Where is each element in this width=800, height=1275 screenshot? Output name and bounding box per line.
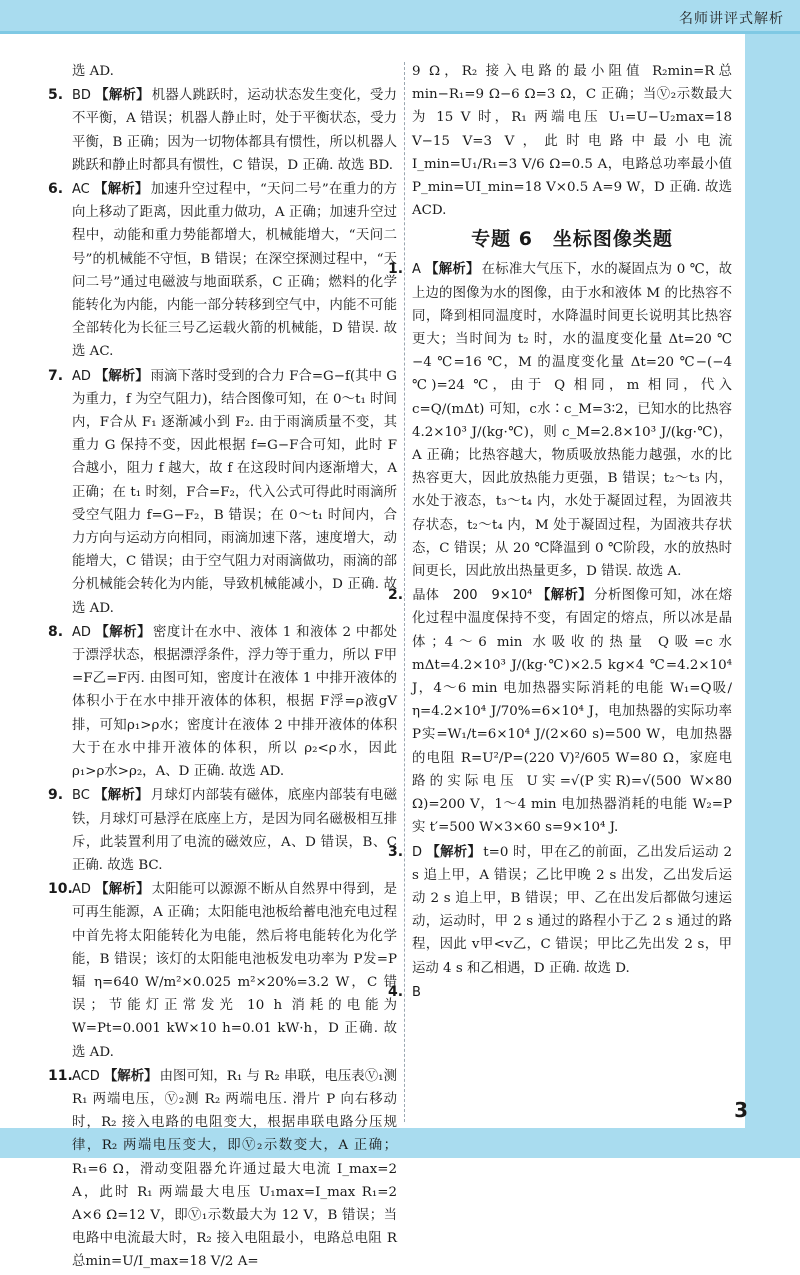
item-number: 10. bbox=[48, 881, 73, 898]
item-number: 4. bbox=[388, 983, 404, 1000]
item-number: 6. bbox=[48, 181, 64, 198]
item-number: 2. bbox=[388, 587, 404, 604]
item-number: 7. bbox=[48, 367, 64, 384]
item-answer: B bbox=[412, 984, 421, 1000]
answer-item bbox=[72, 60, 397, 83]
header-bar bbox=[0, 0, 800, 34]
analysis-tag: 【解析】 bbox=[94, 624, 151, 640]
answer-item bbox=[48, 621, 397, 783]
item-answer: ACD bbox=[72, 1068, 100, 1084]
analysis-tag: 【解析】 bbox=[94, 88, 150, 104]
right-column-continuation bbox=[412, 60, 732, 222]
right-margin-band bbox=[745, 34, 800, 1158]
answer-item bbox=[388, 981, 732, 1004]
item-text: 太阳能可以源源不断从自然界中得到，是可再生能源，A 正确；太阳能电池板给蓄电池充电过程中首先将太阳能转化为电能，然后将电能转化为化学能，B 错误；该灯的太阳能电池板发电功率为 P发=P辐 η=640 W/m²×0.025 m²×20%=3.2 W，C 错误；节能灯正常发光 10 h 消耗的电能为 W=Pt=0.001 kW×10 h=0.01 kW·h，D 正确. 故选 AD. bbox=[72, 882, 397, 1060]
item-text: t=0 时，甲在乙的前面，乙出发后运动 2 s 追上甲，A 错误；乙比甲晚 2 s 出发，乙出发后运动 2 s 追上甲，B 错误；甲、乙在出发后都做匀速运动，运动时，甲 2 s 通过的路程小于乙 2 s 通过的路程，因此 v甲<v乙，C 错误；甲比乙先出发 2 s，甲运动 4 s 和乙相遇，D 正确. 故选 D. bbox=[412, 844, 732, 976]
item-text: 在标准大气压下，水的凝固点为 0 ℃，故上边的图像为水的图像，由于水和液体 M 的比热容不同，降到相同温度时，水降温时间更长说明其比热容更大；当时间为 t₂ 时，水的温度变化量 Δt=20 ℃−4 ℃=16 ℃，M 的温度变化量 Δt=20 ℃−(−4 ℃)=24 ℃，由于 Q 相同，m 相同，代入 c=Q/(mΔt) 可知，c水∶c_M=3∶2，已知水的比热容 4.2×10³ J/(kg·℃)，则 c_M=2.8×10³ J/(kg·℃)，A 正确；比热容越大，物质吸放热能力越强，水的比热容更大，因此放热能力更强，B 错误；t₂～t₃ 内，水处于液态，t₃～t₄ 内，水处于凝固过程，为固液共存状态，t₂～t₄ 内，M 处于凝固过程，为固液共存状态，C 错误；从 20 ℃降温到 0 ℃阶段，水的放热时间更长，因此放出热量更多，D 错误. 故选 A. bbox=[412, 262, 733, 580]
item-answer: A bbox=[412, 262, 421, 278]
answer-item bbox=[388, 841, 732, 980]
right-column bbox=[388, 60, 733, 1005]
answer-item bbox=[48, 178, 397, 364]
item-text: 由图可知，R₁ 与 R₂ 串联，电压表Ⓥ₁测 R₁ 两端电压，Ⓥ₂测 R₂ 两端电压. 滑片 P 向右移动时，R₂ 接入电路的电阻变大，根据串联电路分压规律，R₂ 两端电压变大，即Ⓥ₂示数变大，A 正确；R₁=6 Ω，滑动变阻器允许通过最大电流 I_max=2 A，此时 R₁ 两端最大电压 U₁max=I_max R₁=2 A×6 Ω=12 V，即Ⓥ₁示数最大为 12 V，B 错误；当电路中电流最大时，R₂ 接入电阻最小，电路总电阻 R总min=U/I_max=18 V/2 A= bbox=[72, 1068, 397, 1270]
item-answer: 晶体 200 9×10⁴ bbox=[412, 588, 533, 604]
answer-item bbox=[412, 60, 732, 222]
item-text: 密度计在水中、液体 1 和液体 2 中都处于漂浮状态，根据漂浮条件，浮力等于重力，所以 F甲=F乙=F丙. 由图可知，密度计在液体 1 中排开液体的体积小于在水中排开液体的体积，根据 F浮=ρ液gV排，可知ρ₁>ρ水；密度计在液体 2 中排开液体的体积大于在水中排开液体的体积，所以 ρ₂<ρ水，因此 ρ₁>ρ水>ρ₂，A、D 正确. 故选 AD. bbox=[72, 624, 397, 780]
analysis-tag: 【解析】 bbox=[103, 1068, 158, 1084]
item-number: 3. bbox=[388, 843, 404, 860]
item-answer: BC bbox=[72, 788, 90, 804]
analysis-tag: 【解析】 bbox=[426, 844, 482, 860]
item-text: 月球灯内部装有磁体，底座内部装有电磁铁，月球灯可悬浮在底座上方，是因为同名磁极相互排斥，此装置利用了电流的磁效应，A、D 错误，B、C 正确. 故选 BC. bbox=[72, 788, 398, 873]
item-answer: AC bbox=[72, 182, 90, 198]
item-text: 选 AD. bbox=[72, 64, 114, 79]
left-column bbox=[48, 60, 398, 1275]
item-answer: AD bbox=[72, 882, 91, 898]
item-text: 雨滴下落时受到的合力 F合=G−f(其中 G 为重力，f 为空气阻力)，结合图像可知，在 0～t₁ 时间内，F合从 F₁ 逐渐减小到 F₂. 由于雨滴质量不变，其重力 G 保持不变，因此根据 f=G−F合可知，此时 F合越小，阻力 f 越大，故 f 在这段时间内逐渐增大，A 正确；在 t₁ 时刻，F合=F₂，代入公式可得此时雨滴所受空气阻力 f=G−F₂，B 错误；在 0～t₁ 时间内，合力方向与运动方向相同，雨滴加速下落，速度增大，动能增大，C 错误；由于空气阻力对雨滴做功，雨滴的部分机械能会转化为内能，导致机械能减小，D 正确. 故选 AD. bbox=[72, 368, 398, 616]
item-answer: BD bbox=[72, 88, 91, 104]
item-text: 分析图像可知，冰在熔化过程中温度保持不变，有固定的熔点，所以冰是晶体；4～6 min 水吸收的热量 Q吸=c水 mΔt=4.2×10³ J/(kg·℃)×2.5 kg×4 ℃=4.2×10⁴ J，4～6 min 电加热器实际消耗的电能 W₁=Q吸/η=4.2×10⁴ J/70%=6×10⁴ J，电加热器的实际功率 P实=W₁/t=6×10⁴ J/(2×60 s)=500 W，电加热器的电阻 R=U²/P=(220 V)²/605 W=80 Ω，家庭电路的实际电压 U实=√(P实R)=√(500 W×80 Ω)=200 V，1～4 min 电加热器消耗的电能 W₂=P实 t′=500 W×3×60 s=9×10⁴ J. bbox=[412, 588, 733, 836]
item-text: 9 Ω，R₂ 接入电路的最小阻值 R₂min=R总min−R₁=9 Ω−6 Ω=3 Ω，C 正确；当Ⓥ₂示数最大为 15 V 时，R₁ 两端电压 U₁=U−U₂max=18 V−15 V=3 V，此时电路中最小电流 I_min=U₁/R₁=3 V/6 Ω=0.5 A，电路总功率最小值 P_min=UI_min=18 V×0.5 A=9 W，D 正确. 故选 ACD. bbox=[412, 64, 732, 219]
item-number: 9. bbox=[48, 787, 64, 804]
content-area bbox=[0, 34, 745, 1270]
right-column-answers bbox=[388, 258, 733, 1004]
analysis-tag: 【解析】 bbox=[536, 588, 593, 604]
analysis-tag: 【解析】 bbox=[94, 882, 150, 898]
answer-item bbox=[48, 365, 398, 620]
item-answer: AD bbox=[72, 624, 91, 640]
analysis-tag: 【解析】 bbox=[93, 788, 149, 804]
analysis-tag: 【解析】 bbox=[424, 262, 480, 278]
section-title: 专题 6 坐标图像类题 bbox=[471, 228, 673, 251]
item-answer: D bbox=[412, 844, 423, 860]
answer-item bbox=[388, 584, 733, 839]
page-number: 3 bbox=[734, 1098, 748, 1122]
item-text: 机器人跳跃时，运动状态发生变化，受力不平衡，A 错误；机器人静止时，处于平衡状态，受力平衡，B 正确；因为一切物体都具有惯性，所以机器人跳跃和静止时都具有惯性，C 错误，D 正确. 故选 BD. bbox=[72, 88, 398, 173]
item-answer: AD bbox=[72, 368, 91, 384]
header-title: 名师讲评式解析 bbox=[679, 11, 784, 27]
item-number: 5. bbox=[48, 87, 64, 104]
analysis-tag: 【解析】 bbox=[93, 182, 149, 198]
item-number: 11. bbox=[48, 1067, 73, 1084]
answer-item bbox=[48, 784, 398, 877]
item-number: 8. bbox=[48, 623, 64, 640]
answer-item bbox=[388, 258, 733, 583]
item-text: 加速升空过程中，“天问二号”在重力的方向上移动了距离，因此重力做功，A 正确；加速升空过程中，动能和重力势能都增大，机械能增大，“天问二号”的机械能不守恒，B 错误；在深空探测过程中，“天问二号”通过电磁波与地面联系，C 正确；燃料的化学能转化为内能，内能一部分转移到空气中，内能不可能全部转化为长征三号乙运载火箭的机械能，D 错误. 故选 AC. bbox=[72, 182, 397, 360]
item-number: 1. bbox=[388, 261, 404, 278]
analysis-tag: 【解析】 bbox=[94, 368, 149, 384]
answer-item bbox=[48, 878, 397, 1064]
answer-item bbox=[48, 84, 398, 177]
answer-item bbox=[48, 1065, 397, 1274]
